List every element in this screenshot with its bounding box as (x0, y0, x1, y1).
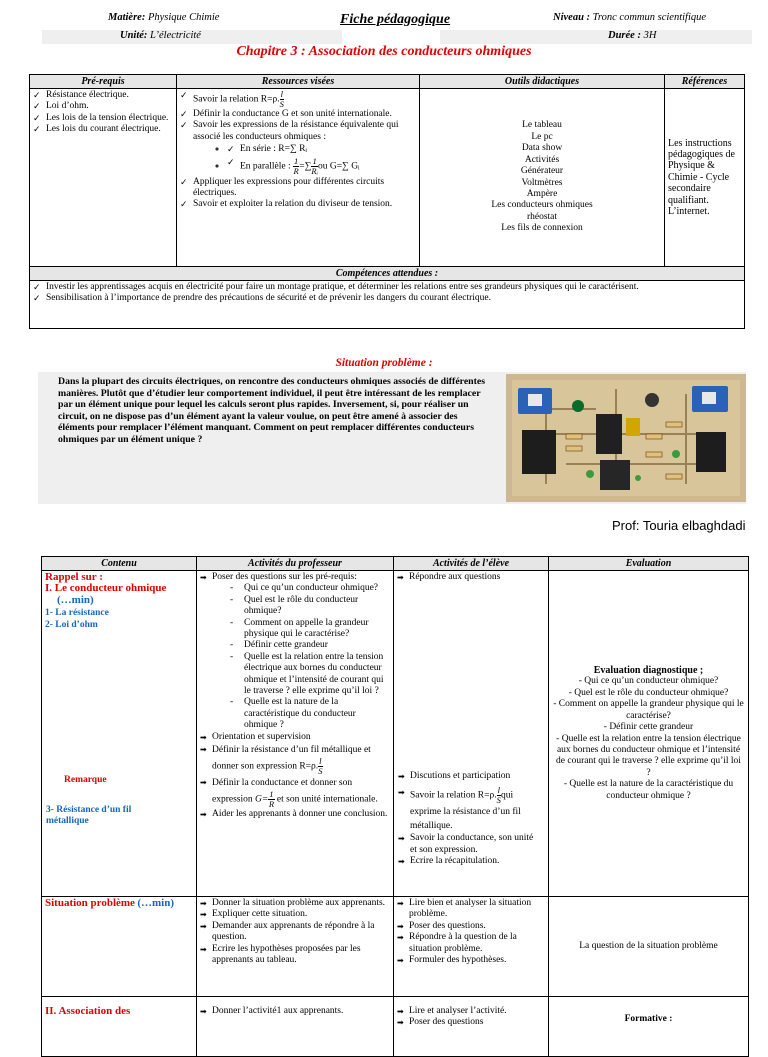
list-item: ✓ Loi d’ohm. (33, 101, 173, 112)
list-item: ➡ Discutions et participation (398, 771, 540, 782)
references-cell: Les instructions pédagogiques de Physique & Chimie - Cycle secondaire qualifiant. L’internet. (665, 89, 745, 267)
lesson-table (41, 556, 749, 1057)
list-item: Le pc (531, 131, 553, 142)
list-item: - Qui ce qu’un conducteur ohmique? (230, 583, 390, 594)
evaluation-cell (549, 571, 749, 897)
list-item: ✓ Savoir les expressions de la résistance équivalente qui associé les conducteurs ohmiques : ✓ ◦ En série : R=∑ Rᵢ ✓ ◦ En parallèle : $\frac{1}{R}$ =∑ $\frac{1}{\text{Rᵢ}}$ ou G=∑ Gᵢ (180, 120, 416, 175)
section-1-title: I. Le conducteur ohmique (45, 582, 167, 595)
list-item: Activités (524, 154, 560, 165)
header-bar-right (440, 30, 752, 44)
list-item: - Quelle est la nature de la caractéristique du conducteur ohmique ? (563, 779, 734, 801)
list-item: ➡ Expliquer cette situation. (200, 909, 390, 920)
list-item: ➡ Répondre à la question de la situation problème. (397, 932, 545, 955)
subsection-loi-ohm: 2- Loi d’ohm (45, 619, 98, 630)
list-item: ➡ Ecrire la récapitulation. (398, 856, 540, 867)
association-prof-cell (197, 997, 394, 1057)
list-item: ➡ Aider les apprenants à donner une conclusion. (200, 809, 390, 820)
list-item: - Comment on appelle la grandeur physique qui le caractérise? (553, 699, 744, 721)
prof-cell (197, 571, 394, 897)
association-eval-cell: Formative : (549, 997, 749, 1057)
subsection-resistance: 1- La résistance (45, 608, 109, 619)
list-item: ➡ Poser des questions (397, 1017, 545, 1028)
unite: Unité: L’électricité (120, 30, 201, 41)
list-item: - Qui ce qu’un conducteur ohmique? (578, 676, 719, 687)
prof-name: Prof: Touria elbaghdadi (612, 518, 746, 533)
list-item: ➡ Savoir la relation R=ρ. $\frac{l}{S}$ qui exprime la résistance d’un fil métallique. (398, 786, 540, 833)
list-item: ➡ Répondre aux questions (397, 572, 545, 583)
circuit-board-image (506, 374, 746, 502)
contenu-cell (42, 571, 197, 897)
chapter-title: Chapitre 3 : Association des conducteurs ohmiques (236, 44, 532, 59)
competences-cell (30, 281, 745, 329)
situation-text: Dans la plupart des circuits électriques, on rencontre des conducteurs ohmiques associés de différentes manières. Plutôt que d’étudier leur comportement individuel, il peut être intéressant de les remplacer par un élément unique pour lequel les calculs seront plus rapides. Inversement, si, pour réaliser un circuit, on ne dispose pas d’un élément ayant la valeur voulue, on peut être amené à associer des éléments pour remplacer l’élément manquant. Comment on peut remplacer différentes conducteurs ohmiques par un élément unique ? (58, 376, 486, 445)
list-item: Ampère (526, 188, 558, 199)
list-item: ✓ Les lois du courant électrique. (33, 124, 173, 135)
evaluation-title: Evaluation diagnostique ; (593, 665, 704, 677)
situation-prof-cell (197, 897, 394, 997)
competences-title: Compétences attendues : (30, 267, 745, 281)
list-item: - Quelle est la relation entre la tension électrique aux bornes du conducteur ohmique et l’intensité de courant qui le traverse ? elle exprime qu’il loi ? (230, 652, 390, 698)
list-item: ✓ Savoir et exploiter la relation du diviseur de tension. (180, 199, 416, 210)
situation-eleve-cell (394, 897, 549, 997)
remarque-label: Remarque (64, 775, 107, 785)
niveau: Niveau : Tronc commun scientifique (553, 12, 707, 23)
situation-contenu-cell: Situation problème (…min) (42, 897, 197, 997)
list-item: rhéostat (526, 211, 558, 222)
page-title: Fiche pédagogique (340, 12, 451, 27)
list-item: ➡ Définir la résistance d’un fil métallique et donner son expression R=ρ. $\frac{l}{S}$ (200, 743, 390, 776)
duree: Durée : 3H (608, 30, 657, 41)
list-item: ➡ Ecrire les hypothèses proposées par les apprenants au tableau. (200, 944, 390, 967)
overview-table (29, 74, 745, 329)
list-item: - Quelle est la relation entre la tension électrique aux bornes du conducteur ohmique et l’intensité de courant qui le traverse ? elle exprime qu’il loi ? (556, 733, 741, 778)
rappel-label: Rappel sur : (45, 571, 103, 583)
list-item: ➡ Poser des questions. (397, 921, 545, 932)
list-item: ➡ Lire et analyser l’activité. (397, 1006, 545, 1017)
list-item: - Définir cette grandeur (230, 640, 390, 651)
list-item: ✓ Les lois de la tension électrique. (33, 113, 173, 124)
list-item: ✓ Appliquer les expressions pour différentes circuits électriques. (180, 177, 416, 200)
list-item: ✓ Définir la conductance G et son unité internationale. (180, 109, 416, 120)
association-eleve-cell (394, 997, 549, 1057)
list-item: Les fils de connexion (501, 223, 583, 234)
list-item: - Quel est le rôle du conducteur ohmique? (230, 595, 390, 618)
header-prof: Activités du professeur (197, 557, 394, 571)
list-item: Les conducteurs ohmiques (491, 200, 593, 211)
section-1-time: (…min) (57, 593, 94, 606)
list-item: ➡ Donner l’activité1 aux apprenants. (200, 1006, 390, 1017)
list-item: ➡ Définir la conductance et donner son expression G= $\frac{1}{R}$ et son unité internationale. (200, 776, 390, 809)
header-references: Références (665, 75, 745, 89)
header-eleve: Activités de l’élève (394, 557, 549, 571)
list-item: ✓ Savoir la relation R=ρ. $\frac{l}{S}$ (180, 90, 416, 109)
list-item: Générateur (520, 166, 564, 177)
list-item: ➡ Demander aux apprenants de répondre à la question. (200, 921, 390, 944)
eleve-cell (394, 571, 549, 897)
list-item: ✓ Résistance électrique. (33, 90, 173, 101)
list-item: ➡ Savoir la conductance, son unité et son expression. (398, 833, 540, 856)
header-prerequis: Pré-requis (30, 75, 177, 89)
formula-serie: ✓ ◦ En série : R=∑ Rᵢ (227, 144, 416, 155)
matiere: Matière: Physique Chimie (108, 12, 220, 23)
outils-cell (420, 89, 665, 267)
list-item: Le tableau (522, 120, 562, 131)
list-item: - Définir cette grandeur (603, 722, 694, 733)
list-item: Data show (521, 143, 563, 154)
prerequis-cell (30, 89, 177, 267)
situation-title: Situation problème : (335, 357, 433, 369)
subsection-fil: 3- Résistance d’un fil métallique (46, 805, 132, 827)
list-item: - Quel est le rôle du conducteur ohmique? (568, 687, 729, 698)
situation-eval-cell: La question de la situation problème (549, 897, 749, 997)
header-evaluation: Evaluation (549, 557, 749, 571)
list-item: ➡ Formuler des hypothèses. (397, 955, 545, 966)
ressources-cell (177, 89, 420, 267)
association-contenu-cell: II. Association des (42, 997, 197, 1057)
list-item: ➡ Poser des questions sur les pré-requis: - Qui ce qu’un conducteur ohmique? - Quel est le rôle du conducteur ohmique? - Comment on appelle la grandeur physique qui le caractérise? - Définir cette grandeur - Quelle est la relation entre la tension électrique aux bornes du conducteur ohmique et l’intensité de courant qui le traverse ? elle exprime qu’il loi ? - Quelle est la nature de la caractéristique du conducteur ohmique ? (200, 572, 390, 732)
list-item: Voltmètres (521, 177, 563, 188)
header-contenu: Contenu (42, 557, 197, 571)
header-ressources: Ressources visées (177, 75, 420, 89)
header-outils: Outils didactiques (420, 75, 665, 89)
list-item: ➡ Donner la situation problème aux apprenants. (200, 898, 390, 909)
list-item: - Quelle est la nature de la caractéristique du conducteur ohmique ? (230, 697, 390, 731)
list-item: ✓ Investir les apprentissages acquis en électricité pour faire un montage pratique, et déterminer les relations entre ses grandeurs physiques qui le caractérisent. (33, 282, 741, 293)
list-item: - Comment on appelle la grandeur physique qui le caractérise? (230, 618, 390, 641)
formula-parallele: ✓ ◦ En parallèle : $\frac{1}{R}$ =∑ $\frac{1}{\text{Rᵢ}}$ ou G=∑ Gᵢ (227, 157, 416, 176)
list-item: ✓ Sensibilisation à l’importance de prendre des précautions de sécurité et de prévenir les dangers du courant électrique. (33, 293, 741, 304)
list-item: ➡ Lire bien et analyser la situation problème. (397, 898, 545, 921)
list-item: ➡ Orientation et supervision (200, 732, 390, 743)
